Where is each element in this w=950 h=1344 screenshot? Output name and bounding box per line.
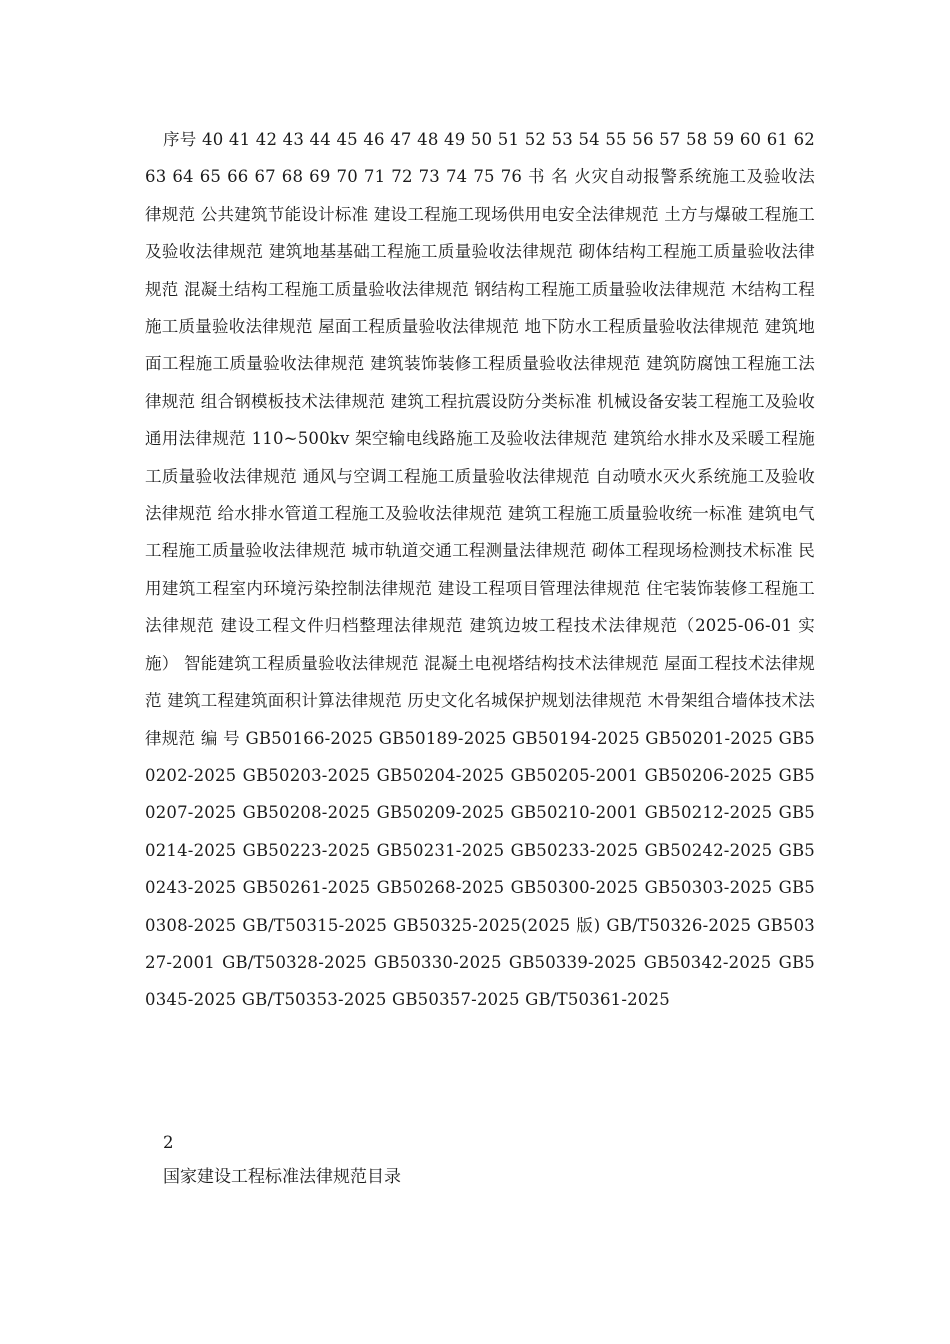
- body-paragraph: 序号 40 41 42 43 44 45 46 47 48 49 50 51 52 53 54 55 56 57 58 59 60 61 62 63 64 65 66 67 68 69 70 71 72 73 74 75 76 书 名 火灾自动报警系统施工及验收法律规范 公共建筑节能设计标准 建设工程施工现场供用电安全法律规范 土方与爆破工程施工及验收法律规范 建筑地基基础工程施工质量验收法律规范 砌体结构工程施工质量验收法律规范 混凝土结构工程施工质量验收法律规范 钢结构工程施工质量验收法律规范 木结构工程施工质量验收法律规范 屋面工程质量验收法律规范 地下防水工程质量验收法律规范 建筑地面工程施工质量验收法律规范 建筑装饰装修工程质量验收法律规范 建筑防腐蚀工程施工法律规范 组合钢模板技术法律规范 建筑工程抗震设防分类标准 机械设备安装工程施工及验收通用法律规范 110~500kv 架空输电线路施工及验收法律规范 建筑给水排水及采暖工程施工质量验收法律规范 通风与空调工程施工质量验收法律规范 自动喷水灭火系统施工及验收法律规范 给水排水管道工程施工及验收法律规范 建筑工程施工质量验收统一标准 建筑电气工程施工质量验收法律规范 城市轨道交通工程测量法律规范 砌体工程现场检测技术标准 民用建筑工程室内环境污染控制法律规范 建设工程项目管理法律规范 住宅装饰装修工程施工法律规范 建设工程文件归档整理法律规范 建筑边坡工程技术法律规范（2025-06-01 实施） 智能建筑工程质量验收法律规范 混凝土电视塔结构技术法律规范 屋面工程技术法律规范 建筑工程建筑面积计算法律规范 历史文化名城保护规划法律规范 木骨架组合墙体技术法律规范 编 号 GB50166-2025 GB50189-2025 GB50194-2025 GB50201-2025 GB50202-2025 GB50203-2025 GB50204-2025 GB50205-2001 GB50206-2025 GB50207-2025 GB50208-2025 GB50209-2025 GB50210-2001 GB50212-2025 GB50214-2025 GB50223-2025 GB50231-2025 GB50233-2025 GB50242-2025 GB50243-2025 GB50261-2025 GB50268-2025 GB50300-2025 GB50303-2025 GB50308-2025 GB/T50315-2025 GB50325-2025(2025 版) GB/T50326-2025 GB50327-2001 GB/T50328-2025 GB50330-2025 GB50339-2025 GB50342-2025 GB50345-2025 GB/T50353-2025 GB50357-2025 GB/T50361-2025: [145, 130, 815, 1010]
- page-number: 2: [163, 1133, 174, 1152]
- document-title: 国家建设工程标准法律规范目录: [163, 1167, 401, 1187]
